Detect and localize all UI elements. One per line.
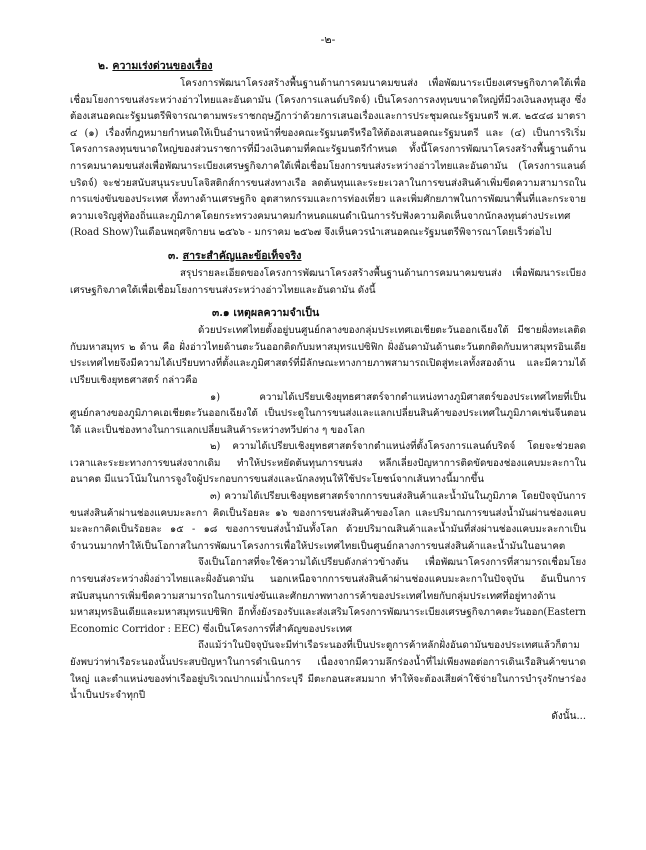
section-3-heading	[70, 248, 586, 264]
section-2-title: ความเร่งด่วนของเรื่อง	[112, 60, 213, 72]
opportunity-paragraph: จึงเป็นโอกาสที่จะใช้ความได้เปรียบดังกล่าวข้างต้น เพื่อพัฒนาโครงการที่สามารถเชื่อมโยงการขนส่งระหว่างฝั่งอ่าวไทยและฝั่งอันดามัน นอกเหนือจากการขนส่งสินค้าผ่านช่องแคบมะละกาในปัจจุบัน อันเป็นการสนับสนุนการเพิ่มขีดความสามารถในการแข่งขันและศักยภาพทางการค้าของประเทศไทยกับกลุ่มประเทศที่อยู่ทางด้านมหาสมุทรอินเดียและมหาสมุทรแปซิฟิก อีกทั้งยังรองรับและส่งเสริมโครงการพัฒนาระเบียงเศรษฐกิจภาคตะวันออก(Eastern Economic Corridor : EEC) ซึ่งเป็นโครงการที่สำคัญของประเทศ	[70, 557, 586, 635]
section-2-paragraph: โครงการพัฒนาโครงสร้างพื้นฐานด้านการคมนาคมขนส่ง เพื่อพัฒนาระเบียงเศรษฐกิจภาคใต้เพื่อเชื่อมโยงการขนส่งระหว่างอ่าวไทยและอันดามัน (โครงการแลนด์บริดจ์) เป็นโครงการลงทุนขนาดใหญ่ที่มีวงเงินลงทุนสูง ซึ่งต้องเสนอคณะรัฐมนตรีพิจารณาตามพระราชกฤษฎีกาว่าด้วยการเสนอเรื่องและการประชุมคณะรัฐมนตรี พ.ศ. ๒๕๔๘ มาตรา ๔ (๑) เรื่องที่กฎหมายกำหนดให้เป็นอำนาจหน้าที่ของคณะรัฐมนตรีหรือให้ต้องเสนอคณะรัฐมนตรี และ (๔) เป็นการริเริ่มโครงการลงทุนขนาดใหญ่ของส่วนราชการที่มีวงเงินตามที่คณะรัฐมนตรีกำหนด ทั้งนี้โครงการพัฒนาโครงสร้างพื้นฐานด้านการคมนาคมขนส่งเพื่อพัฒนาระเบียงเศรษฐกิจภาคใต้เพื่อเชื่อมโยงการขนส่งระหว่างอ่าวไทยและอันดามัน (โครงการแลนด์บริดจ์) จะช่วยสนับสนุนระบบโลจิสติกส์การขนส่งทางเรือ ลดต้นทุนและระยะเวลาในการขนส่งสินค้าเพิ่มขีดความสามารถในการแข่งขันของประเทศ ทั้งทางด้านเศรษฐกิจ อุตสาหกรรมและการท่องเที่ยว และเพิ่มศักยภาพในการพัฒนาพื้นที่และกระจายความเจริญสู่ท้องถิ่นและภูมิภาคโดยกระทรวงคมนาคมกำหนดแผนดำเนินการรับฟังความคิดเห็นจากนักลงทุนต่างประเทศ (Road Show)ในเดือนพฤศจิกายน ๒๕๖๖ - มกราคม ๒๕๖๗ จึงเห็นควรนำเสนอคณะรัฐมนตรีพิจารณาโดยเร็วต่อไป	[70, 78, 586, 239]
section-3-title: สาระสำคัญและข้อเท็จจริง	[182, 249, 302, 262]
section-3-1-number: ๓.๑	[212, 307, 230, 320]
ports-paragraph: ถึงแม้ว่าในปัจจุบันจะมีท่าเรือระนองที่เป็นประตูการค้าหลักฝั่งอันดามันของประเทศแล้วก็ตาม ยังพบว่าท่าเรือระนองนั้นประสบปัญหาในการดำเนินการ เนื่องจากมีความลึกร่องน้ำที่ไม่เพียงพอต่อการเดินเรือสินค้าขนาดใหญ่ และตำแหน่งของท่าเรืออยู่บริเวณปากแม่น้ำกระบุรี มีตะกอนสะสมมาก ทำให้จะต้องเสียค่าใช้จ่ายในการบำรุงรักษาร่องน้ำเป็นประจำทุกปี	[70, 640, 586, 702]
section-3-1-heading	[70, 305, 586, 321]
section-3-1-title: เหตุผลความจำเป็น	[233, 307, 320, 320]
advantage-item-1: ๑) ความได้เปรียบเชิงยุทธศาสตร์จากตำแหน่งทางภูมิศาสตร์ของประเทศไทยที่เป็นศูนย์กลางของภูมิภาคเอเชียตะวันออกเฉียงใต้ เป็นประตูในการขนส่งและแลกเปลี่ยนสินค้าของประเทศในภูมิภาคเช่นจีนตอนใต้ และเป็นช่องทางในการแลกเปลี่ยนสินค้าระหว่างทวีปต่าง ๆ ของโลก	[70, 391, 586, 436]
section-3-1-intro: ด้วยประเทศไทยตั้งอยู่บนศูนย์กลางของกลุ่มประเทศเอเชียตะวันออกเฉียงใต้ มีชายฝั่งทะเลติดกับมหาสมุทร ๒ ด้าน คือ ฝั่งอ่าวไทยด้านตะวันออกติดกับมหาสมุทรแปซิฟิก ฝั่งอันดามันด้านตะวันตกติดกับมหาสมุทรอินเดีย ประเทศไทยจึงมีความได้เปรียบทางที่ตั้งและภูมิศาสตร์ที่มีลักษณะทางกายภาพสามารถเปิดสู่ทะเลทั้งสองด้าน และมีความได้เปรียบเชิงยุทธศาสตร์ กล่าวคือ	[70, 325, 586, 386]
section-2-heading	[70, 58, 586, 74]
section-3-summary: สรุปรายละเอียดของโครงการพัฒนาโครงสร้างพื้นฐานด้านการคมนาคมขนส่ง เพื่อพัฒนาระเบียงเศรษฐกิจภาคใต้เพื่อเชื่อมโยงการขนส่งระหว่างอ่าวไทยและอันดามัน ดังนี้	[70, 267, 586, 296]
section-3-number: ๓.	[168, 249, 179, 262]
advantage-item-2: ๒) ความได้เปรียบเชิงยุทธศาสตร์จากตำแหน่งที่ตั้งโครงการแลนด์บริดจ์ โดยจะช่วยลดเวลาและระยะทางการขนส่งจากเดิม ทำให้ประหยัดต้นทุนการขนส่ง หลีกเลี่ยงปัญหาการติดขัดของช่องแคบมะละกาในอนาคต มีแนวโน้มในการจูงใจผู้ประกอบการขนส่งและนักลงทุนให้ใช้ประโยชน์จากเส้นทางนี้มากขึ้น	[70, 441, 586, 486]
section-2-number: ๒.	[98, 60, 109, 72]
advantage-item-3: ๓) ความได้เปรียบเชิงยุทธศาสตร์จากการขนส่งสินค้าและน้ำมันในภูมิภาค โดยปัจจุบันการขนส่งสินค้าผ่านช่องแคบมะละกา คิดเป็นร้อยละ ๑๖ ของการขนส่งสินค้าของโลก และปริมาณการขนส่งน้ำมันผ่านช่องแคบมะละกาคิดเป็นร้อยละ ๑๕ - ๑๘ ของการขนส่งน้ำมันทั้งโลก ด้วยปริมาณสินค้าและน้ำมันที่ส่งผ่านช่องแคบมะละกาเป็นจำนวนมากทำให้เป็นโอกาสในการพัฒนาโครงการเพื่อให้ประเทศไทยเป็นศูนย์กลางการขนส่งสินค้าและน้ำมันในอนาคต	[70, 491, 586, 552]
continuation-text: ดังนั้น...	[551, 710, 586, 722]
page-number: -๒-	[320, 33, 336, 46]
